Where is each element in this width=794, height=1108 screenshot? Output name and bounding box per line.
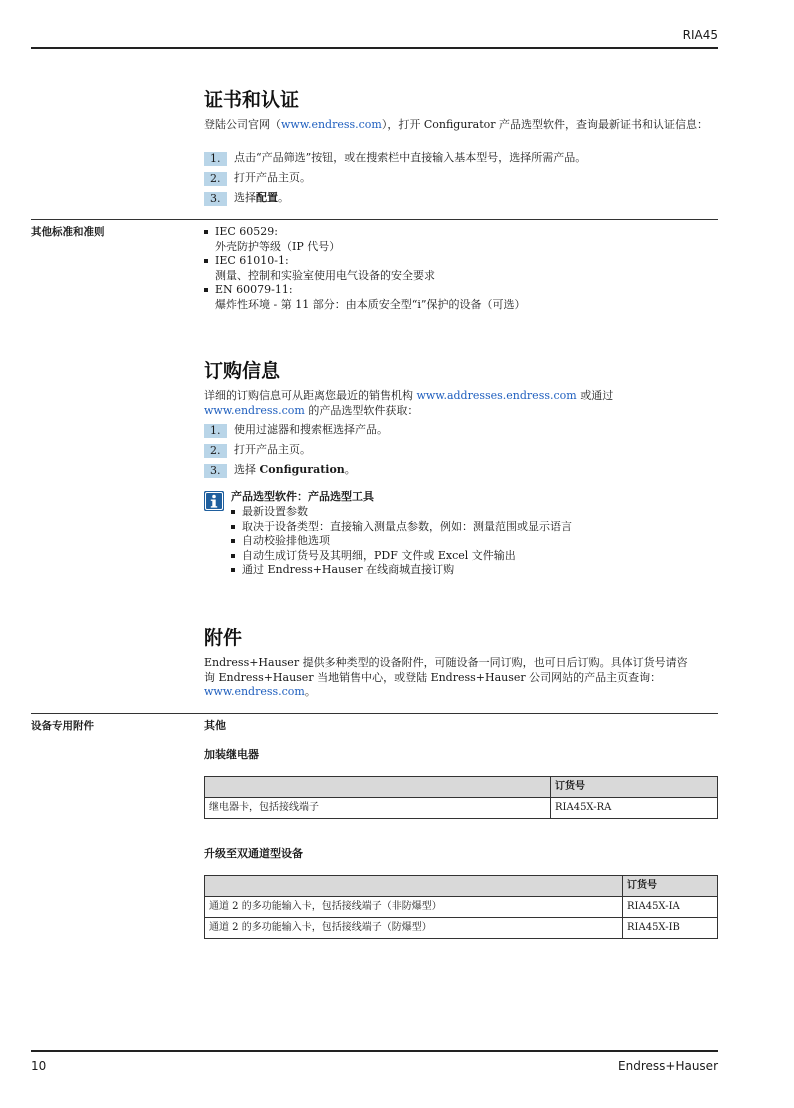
cert-step-1 xyxy=(204,151,586,166)
addresses-link[interactable]: www.addresses.endress.com xyxy=(416,389,577,402)
list-item: EN 60079-11: 爆炸性环境 - 第 11 部分：由本质安全型“i”保护的设备（可选） xyxy=(204,283,718,312)
list-item: 自动校验排他选项 xyxy=(231,534,718,549)
other-label: 其他 xyxy=(204,719,226,732)
step-text: 选择 Configuration。 xyxy=(234,463,356,477)
info-icon xyxy=(204,491,224,511)
relay-heading: 加装继电器 xyxy=(204,748,259,761)
bullet-icon xyxy=(231,525,235,529)
list-item: 最新设置参数 xyxy=(231,505,718,520)
step-number: 2. xyxy=(204,444,227,458)
table-cell-desc: 通道 2 的多功能输入卡，包括接线端子（防爆型） xyxy=(205,918,623,939)
table-header-row xyxy=(205,876,718,897)
step-text: 选择配置。 xyxy=(234,191,289,205)
relay-table xyxy=(204,776,718,819)
standards-list xyxy=(204,225,718,312)
table-cell-code: RIA45X-RA xyxy=(551,798,718,819)
step-number: 2. xyxy=(204,172,227,186)
ordering-title: 订购信息 xyxy=(204,360,281,382)
table-row xyxy=(205,918,718,939)
section-rule xyxy=(31,219,718,220)
cert-title: 证书和认证 xyxy=(204,89,300,111)
cert-intro: 登陆公司官网（www.endress.com），打开 Configurator 产品选型软件，查询最新证书和认证信息： xyxy=(204,118,709,131)
bullet-icon xyxy=(204,259,208,263)
bullet-icon xyxy=(231,539,235,543)
endress-link[interactable]: www.endress.com xyxy=(281,118,382,131)
standards-side-label: 其他标准和准则 xyxy=(31,226,105,238)
upgrade-heading: 升级至双通道型设备 xyxy=(204,847,303,860)
step-number: 1. xyxy=(204,152,227,166)
accessories-side-label: 设备专用附件 xyxy=(31,720,94,732)
doc-code: RIA45 xyxy=(682,28,718,42)
bullet-icon xyxy=(204,288,208,292)
table-row xyxy=(205,798,718,819)
footer-rule xyxy=(31,1050,718,1052)
step-text: 打开产品主页。 xyxy=(234,443,311,457)
cert-step-2 xyxy=(204,171,311,186)
section-rule xyxy=(31,713,718,714)
step-number: 3. xyxy=(204,192,227,206)
table-cell-desc: 继电器卡，包括接线端子 xyxy=(205,798,551,819)
table-header-order-code: 订货号 xyxy=(623,876,718,897)
table-header-order-code: 订货号 xyxy=(551,777,718,798)
endress-link[interactable]: www.endress.com xyxy=(204,685,305,698)
step-text: 打开产品主页。 xyxy=(234,171,311,185)
header-rule xyxy=(31,47,718,49)
table-header-row xyxy=(205,777,718,798)
table-cell-desc: 通道 2 的多功能输入卡，包括接线端子（非防爆型） xyxy=(205,897,623,918)
list-item: 自动生成订货号及其明细，PDF 文件或 Excel 文件输出 xyxy=(231,549,718,564)
list-item: 通过 Endress+Hauser 在线商城直接订购 xyxy=(231,563,718,578)
step-number: 1. xyxy=(204,424,227,438)
info-list xyxy=(231,505,718,578)
accessories-intro: Endress+Hauser 提供多种类型的设备附件，可随设备一同订购，也可日后订购。具体订货号请咨 询 Endress+Hauser 当地销售中心，或登陆 Endress+Hauser 公司网站的产品主页查询： www.endress.com。 xyxy=(204,656,688,698)
ordering-step-3 xyxy=(204,463,356,478)
list-item: IEC 61010-1: 测量、控制和实验室使用电气设备的安全要求 xyxy=(204,254,718,283)
bullet-icon xyxy=(204,230,208,234)
step-text: 点击“产品筛选”按钮，或在搜索栏中直接输入基本型号，选择所需产品。 xyxy=(234,151,587,165)
step-number: 3. xyxy=(204,464,227,478)
bullet-icon xyxy=(231,510,235,514)
info-title: 产品选型软件：产品选型工具 xyxy=(231,490,374,503)
step-text: 使用过滤器和搜索框选择产品。 xyxy=(234,423,388,437)
ordering-intro: 详细的订购信息可从距离您最近的销售机构 www.addresses.endress.com 或通过 www.endress.com 的产品选型软件获取： xyxy=(204,389,614,417)
table-cell-code: RIA45X-IB xyxy=(623,918,718,939)
list-item: 取决于设备类型：直接输入测量点参数，例如：测量范围或显示语言 xyxy=(231,520,718,535)
bullet-icon xyxy=(231,568,235,572)
endress-link[interactable]: www.endress.com xyxy=(204,403,305,417)
table-header-blank xyxy=(205,777,551,798)
page-number: 10 xyxy=(31,1059,47,1073)
brand-name: Endress+Hauser xyxy=(618,1059,718,1073)
list-item: IEC 60529: 外壳防护等级（IP 代号） xyxy=(204,225,718,254)
bullet-icon xyxy=(231,554,235,558)
ordering-step-1 xyxy=(204,423,388,438)
table-cell-code: RIA45X-IA xyxy=(623,897,718,918)
table-row xyxy=(205,897,718,918)
cert-step-3 xyxy=(204,191,289,206)
ordering-step-2 xyxy=(204,443,311,458)
upgrade-table xyxy=(204,875,718,939)
accessories-title: 附件 xyxy=(204,627,243,649)
table-header-blank xyxy=(205,876,623,897)
